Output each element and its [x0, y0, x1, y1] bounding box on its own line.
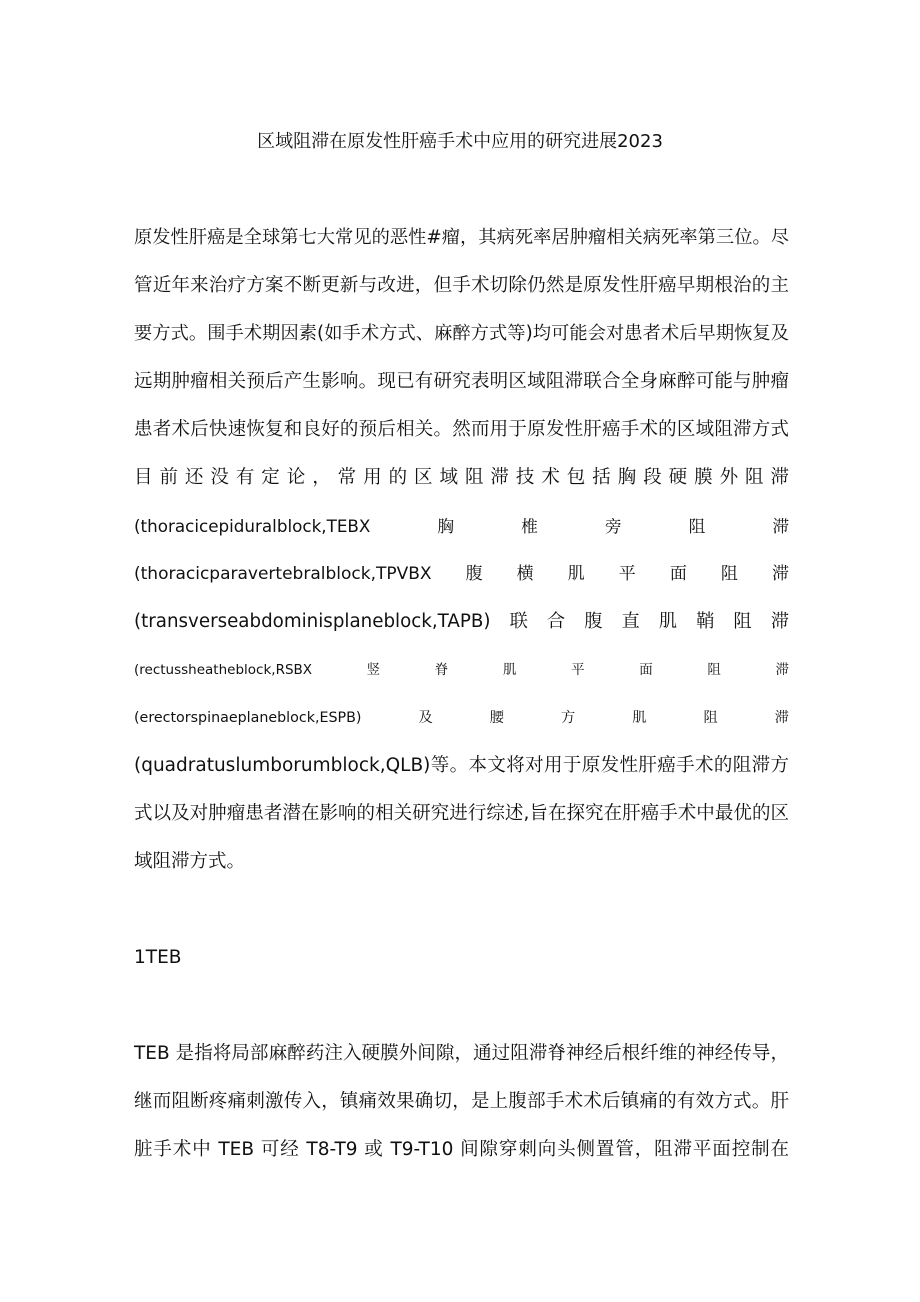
paragraph-line: (erectorspinaeplaneblock,ESPB) 及 腰 方 肌 阻 滞 — [134, 710, 789, 726]
paragraph-line: 脏手术中 TEB 可经 T8-T9 或 T9-T10 间隙穿刺向头侧置管，阻滞平面控制在 — [134, 1139, 789, 1160]
paragraph-line: 患者术后快速恢复和良好的预后相关。然而用于原发性肝癌手术的区域阻滞方式 — [134, 419, 789, 440]
paragraph-line: TEB 是指将局部麻醉药注入硬膜外间隙，通过阻滞脊神经后根纤维的神经传导， — [134, 1043, 789, 1064]
paragraph-line: (thoracicparavertebralblock,TPVBX 腹 横 肌 平 面 阻 滞 — [134, 564, 789, 584]
section-heading: 1TEB — [134, 947, 182, 968]
paragraph-line: (rectussheatheblock,RSBX 竖 脊 肌 平 面 阻 滞 — [134, 662, 789, 678]
paragraph-line: 目 前 还 没 有 定 论 ， 常 用 的 区 域 阻 滞 技 术 包 括 胸 段 硬 膜 外 阻 滞 — [134, 467, 789, 488]
paragraph-line: 式以及对肿瘤患者潜在影响的相关研究进行综述,旨在探究在肝癌手术中最优的区 — [134, 803, 789, 824]
paragraph-line: 管近年来治疗方案不断更新与改进，但手术切除仍然是原发性肝癌早期根治的主 — [134, 275, 789, 296]
paragraph-line: 域阻滞方式。 — [134, 851, 246, 872]
paragraph-line: (transverseabdominisplaneblock,TAPB) 联 合 腹 直 肌 鞘 阻 滞 — [134, 611, 789, 632]
document-title: 区域阻滞在原发性肝癌手术中应用的研究进展2023 — [257, 131, 663, 152]
paragraph-line: 要方式。围手术期因素(如手术方式、麻醉方式等)均可能会对患者术后早期恢复及 — [134, 323, 789, 344]
paragraph-line: 原发性肝癌是全球第七大常见的恶性#瘤，其病死率居肿瘤相关病死率第三位。尽 — [134, 227, 789, 248]
paragraph-line: (quadratuslumborumblock,QLB)等。本文将对用于原发性肝癌手术的阻滞方 — [134, 755, 789, 776]
paragraph-line: 远期肿瘤相关预后产生影响。现已有研究表明区域阻滞联合全身麻醉可能与肿瘤 — [134, 371, 789, 392]
paragraph-line: (thoracicepiduralblock,TEBX 胸 椎 旁 阻 滞 — [134, 516, 790, 536]
paragraph-line: 继而阻断疼痛刺激传入，镇痛效果确切，是上腹部手术术后镇痛的有效方式。肝 — [134, 1091, 789, 1112]
